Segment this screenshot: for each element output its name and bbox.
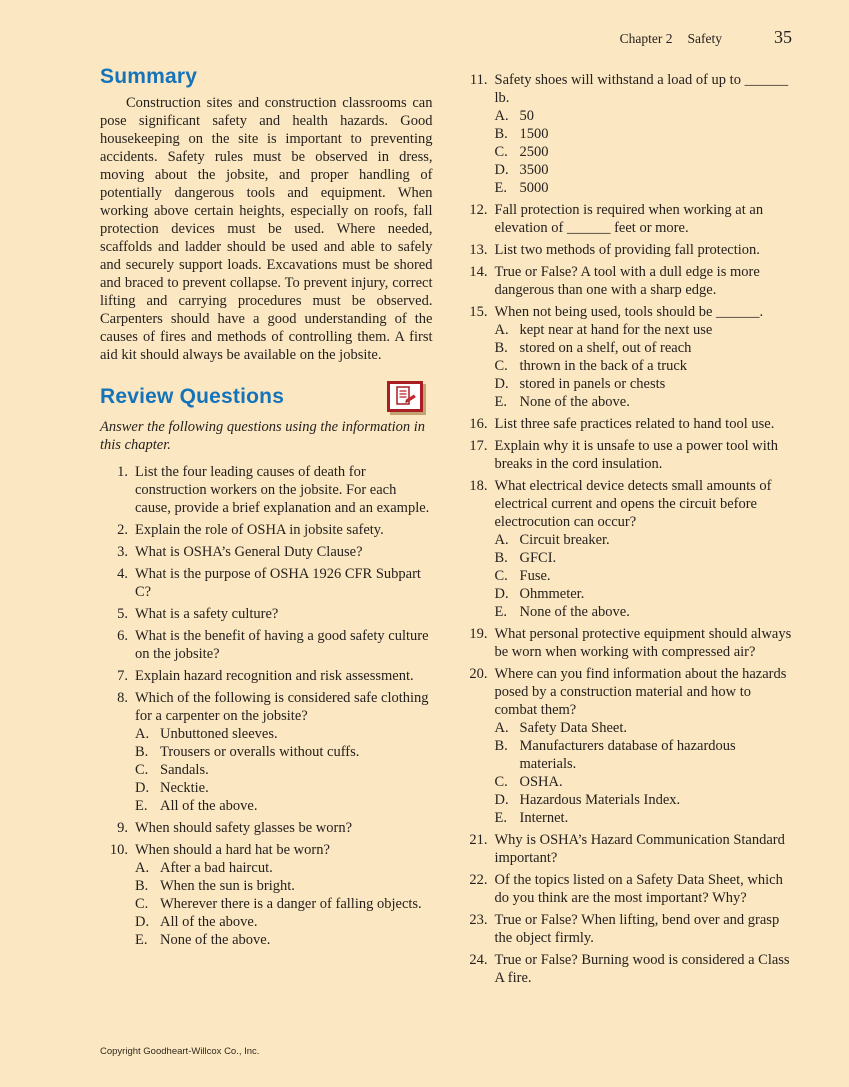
answer-option-letter: C. — [135, 762, 149, 778]
question-text: Explain hazard recognition and risk assessment. — [135, 668, 414, 684]
question-item — [100, 565, 433, 601]
question-item — [460, 831, 793, 867]
answer-option-letter: D. — [494, 792, 509, 808]
question-item — [460, 625, 793, 661]
answer-option — [495, 375, 793, 393]
page-header — [0, 27, 792, 48]
question-text: Why is OSHA’s Hazard Communication Standard important? — [494, 832, 785, 866]
question-number: 9. — [117, 820, 128, 836]
question-body — [135, 819, 433, 837]
question-number: 4. — [117, 566, 128, 582]
answer-option-letter: E. — [494, 394, 507, 410]
question-item — [460, 437, 793, 473]
answer-option-letter: D. — [135, 914, 150, 930]
question-number: 14. — [469, 264, 488, 280]
question-text: Fall protection is required when working at an elevation of ______ feet or more. — [494, 202, 764, 236]
answer-option-letter: C. — [135, 896, 149, 912]
answer-option — [135, 895, 433, 913]
answer-option-letter: D. — [494, 162, 509, 178]
answer-option-text: Circuit breaker. — [519, 532, 610, 548]
question-item — [460, 911, 793, 947]
answer-option — [495, 719, 793, 737]
question-text: When should a hard hat be worn? — [135, 842, 330, 858]
question-item — [460, 415, 793, 433]
answer-option-letter: E. — [135, 798, 148, 814]
question-body — [135, 627, 433, 663]
question-body — [135, 463, 433, 517]
question-item — [460, 871, 793, 907]
answer-option-text: thrown in the back of a truck — [519, 358, 688, 374]
answer-option-text: 5000 — [519, 180, 549, 196]
answer-option — [495, 531, 793, 549]
answer-option-text: Hazardous Materials Index. — [519, 792, 681, 808]
question-text: What is OSHA’s General Duty Clause? — [135, 544, 363, 560]
answer-option-text: None of the above. — [519, 604, 630, 620]
question-text: Explain the role of OSHA in jobsite safety. — [135, 522, 384, 538]
answer-option — [495, 179, 793, 197]
answer-option-text: 3500 — [519, 162, 549, 178]
review-questions-heading: Review Questions — [100, 384, 285, 408]
question-text: What is the benefit of having a good safety culture on the jobsite? — [135, 628, 429, 662]
question-body — [135, 841, 433, 949]
answer-option-letter: E. — [494, 180, 507, 196]
question-number: 22. — [469, 872, 488, 888]
answer-option-text: After a bad haircut. — [160, 860, 273, 876]
question-body — [495, 263, 793, 299]
question-number: 19. — [469, 626, 488, 642]
answer-option — [135, 877, 433, 895]
question-number: 21. — [469, 832, 488, 848]
question-item — [460, 201, 793, 237]
answer-option — [495, 567, 793, 585]
question-body — [495, 951, 793, 987]
answer-option-letter: A. — [135, 726, 150, 742]
question-item — [100, 841, 433, 949]
answer-option — [495, 737, 793, 773]
answer-option-text: GFCI. — [519, 550, 557, 566]
question-body — [135, 667, 433, 685]
answer-option-letter: D. — [135, 780, 150, 796]
question-item — [100, 627, 433, 663]
answer-option-text: Wherever there is a danger of falling objects. — [160, 896, 422, 912]
question-number: 2. — [117, 522, 128, 538]
answer-option — [495, 603, 793, 621]
question-body — [495, 71, 793, 197]
answer-option-text: All of the above. — [160, 798, 258, 814]
copyright-notice: Copyright Goodheart-Willcox Co., Inc. — [100, 1046, 260, 1057]
question-body — [135, 543, 433, 561]
question-body — [135, 605, 433, 623]
questions-list-left — [100, 463, 433, 949]
answer-option-letter: A. — [494, 720, 509, 736]
workbook-activity-icon — [387, 381, 423, 412]
question-text: True or False? When lifting, bend over and grasp the object firmly. — [494, 912, 780, 946]
answer-option-text: Ohmmeter. — [519, 586, 585, 602]
answer-option — [495, 809, 793, 827]
question-number: 15. — [469, 304, 488, 320]
question-number: 17. — [469, 438, 488, 454]
answer-option-letter: B. — [494, 126, 508, 142]
two-column-layout — [100, 64, 792, 991]
question-number: 20. — [469, 666, 488, 682]
answer-option-text: When the sun is bright. — [160, 878, 295, 894]
answer-option-text: Trousers or overalls without cuffs. — [160, 744, 360, 760]
question-item — [100, 463, 433, 517]
summary-paragraph: Construction sites and construction classrooms can pose significant safety and health hazards. Good housekeeping on the site is important to preventing accidents. Safety rules must be observed in dress, moving about the jobsite, and proper handling of potentially dangerous tools and equipment. When working above certain heights, especially on roofs, fall protection devices must be used. Where needed, scaffolds and ladder should be used and able to safely and securely support loads. Excavations must be shored and braced to prevent collapse. To prevent injury, correct lifting and carrying procedures must be observed. Carpenters should have a good understanding of the causes of fires and methods of controlling them. A first aid kit should always be available on the jobsite. — [100, 95, 433, 363]
answer-option-text: Sandals. — [160, 762, 209, 778]
question-body — [495, 871, 793, 907]
question-text: True or False? Burning wood is considered a Class A fire. — [494, 952, 790, 986]
question-body — [495, 437, 793, 473]
answer-option — [495, 161, 793, 179]
answer-option — [135, 725, 433, 743]
question-body — [495, 665, 793, 827]
question-body — [495, 201, 793, 237]
question-body — [495, 303, 793, 411]
answer-option-text: Manufacturers database of hazardous materials. — [519, 738, 736, 772]
answer-option-letter: E. — [494, 604, 507, 620]
answer-option-text: stored on a shelf, out of reach — [519, 340, 692, 356]
question-body — [135, 521, 433, 539]
answer-option — [495, 791, 793, 809]
question-number: 24. — [469, 952, 488, 968]
question-text: True or False? A tool with a dull edge is more dangerous than one with a sharp edge. — [494, 264, 760, 298]
answer-option — [495, 357, 793, 375]
answer-option-letter: A. — [494, 108, 509, 124]
answer-option-text: Safety Data Sheet. — [519, 720, 628, 736]
question-item — [100, 667, 433, 685]
question-item — [460, 665, 793, 827]
question-item — [460, 303, 793, 411]
question-text: What personal protective equipment should always be worn when working with compressed air? — [494, 626, 792, 660]
question-text: Safety shoes will withstand a load of up to ______ lb. — [494, 72, 789, 106]
question-number: 10. — [109, 842, 128, 858]
answer-option-letter: D. — [494, 586, 509, 602]
answer-option — [495, 773, 793, 791]
question-number: 13. — [469, 242, 488, 258]
question-text: List two methods of providing fall protection. — [494, 242, 760, 258]
question-body — [495, 911, 793, 947]
answer-option-letter: A. — [494, 322, 509, 338]
question-item — [460, 71, 793, 197]
answer-option-letter: B. — [494, 550, 508, 566]
review-questions-heading-row — [100, 381, 433, 412]
question-number: 7. — [117, 668, 128, 684]
question-text: What is the purpose of OSHA 1926 CFR Subpart C? — [135, 566, 421, 600]
answer-option-letter: B. — [135, 744, 149, 760]
question-number: 11. — [469, 72, 488, 88]
answer-option-text: Fuse. — [519, 568, 551, 584]
question-item — [100, 819, 433, 837]
answer-option-text: Internet. — [519, 810, 569, 826]
answer-option-text: OSHA. — [519, 774, 563, 790]
answer-option-text: 1500 — [519, 126, 549, 142]
question-text: Of the topics listed on a Safety Data Sheet, which do you think are the most important? Why? — [494, 872, 783, 906]
question-number: 6. — [117, 628, 128, 644]
question-body — [495, 415, 793, 433]
question-body — [495, 241, 793, 259]
answer-option-text: 2500 — [519, 144, 549, 160]
summary-heading: Summary — [100, 65, 198, 88]
answer-option-text: Necktie. — [160, 780, 209, 796]
answer-option-text: All of the above. — [160, 914, 258, 930]
question-number: 1. — [117, 464, 128, 480]
answer-option-letter: A. — [494, 532, 509, 548]
answer-option — [495, 393, 793, 411]
answer-option-text: kept near at hand for the next use — [519, 322, 713, 338]
page-number: 35 — [774, 27, 792, 47]
answer-option-letter: B. — [494, 738, 508, 754]
answer-option — [135, 779, 433, 797]
running-head-section: Safety — [687, 31, 722, 46]
question-text: Explain why it is unsafe to use a power tool with breaks in the cord insulation. — [494, 438, 779, 472]
answer-option — [495, 339, 793, 357]
answer-option — [135, 743, 433, 761]
answer-option-text: 50 — [519, 108, 534, 124]
question-number: 12. — [469, 202, 488, 218]
question-item — [460, 241, 793, 259]
answer-option-letter: B. — [135, 878, 149, 894]
question-text: List the four leading causes of death for construction workers on the jobsite. For each cause, provide a brief explanation and an example. — [135, 464, 430, 516]
answer-option — [495, 321, 793, 339]
question-body — [135, 565, 433, 601]
review-instructions: Answer the following questions using the information in this chapter. — [100, 419, 426, 453]
question-text: What electrical device detects small amounts of electrical current and opens the circuit before electrocution can occur? — [494, 478, 772, 530]
question-text: Where can you find information about the hazards posed by a construction material and how to combat them? — [494, 666, 787, 718]
answer-option — [135, 797, 433, 815]
question-item — [100, 605, 433, 623]
answer-option-letter: A. — [135, 860, 150, 876]
answer-option — [495, 125, 793, 143]
answer-option — [135, 931, 433, 949]
answer-option — [135, 859, 433, 877]
answer-option — [495, 585, 793, 603]
question-text: List three safe practices related to hand tool use. — [494, 416, 775, 432]
answer-option-letter: E. — [135, 932, 148, 948]
question-text: When should safety glasses be worn? — [135, 820, 353, 836]
question-number: 3. — [117, 544, 128, 560]
answer-option-letter: D. — [494, 376, 509, 392]
answer-option-letter: B. — [494, 340, 508, 356]
question-number: 8. — [117, 690, 128, 706]
question-number: 5. — [117, 606, 128, 622]
left-column — [100, 64, 433, 991]
answer-option — [495, 549, 793, 567]
answer-option-letter: C. — [494, 568, 508, 584]
question-text: When not being used, tools should be ______. — [494, 304, 764, 320]
question-item — [460, 263, 793, 299]
questions-list-right — [460, 71, 793, 987]
question-item — [100, 521, 433, 539]
question-item — [100, 543, 433, 561]
answer-option-letter: C. — [494, 358, 508, 374]
question-item — [460, 477, 793, 621]
answer-option-letter: C. — [494, 774, 508, 790]
answer-option-text: Unbuttoned sleeves. — [160, 726, 278, 742]
answer-option-text: None of the above. — [519, 394, 630, 410]
question-text: Which of the following is considered safe clothing for a carpenter on the jobsite? — [135, 690, 429, 724]
answer-option — [495, 107, 793, 125]
running-head-chapter: Chapter 2 — [619, 31, 673, 46]
question-number: 18. — [469, 478, 488, 494]
question-number: 16. — [469, 416, 488, 432]
question-item — [460, 951, 793, 987]
answer-option-letter: E. — [494, 810, 507, 826]
answer-option-text: stored in panels or chests — [519, 376, 666, 392]
answer-option — [495, 143, 793, 161]
question-body — [495, 625, 793, 661]
question-item — [100, 689, 433, 815]
answer-option — [135, 761, 433, 779]
question-body — [495, 477, 793, 621]
answer-option-text: None of the above. — [160, 932, 271, 948]
question-number: 23. — [469, 912, 488, 928]
right-column — [460, 64, 793, 991]
question-body — [495, 831, 793, 867]
question-text: What is a safety culture? — [135, 606, 279, 622]
answer-option — [135, 913, 433, 931]
question-body — [135, 689, 433, 815]
answer-option-letter: C. — [494, 144, 508, 160]
